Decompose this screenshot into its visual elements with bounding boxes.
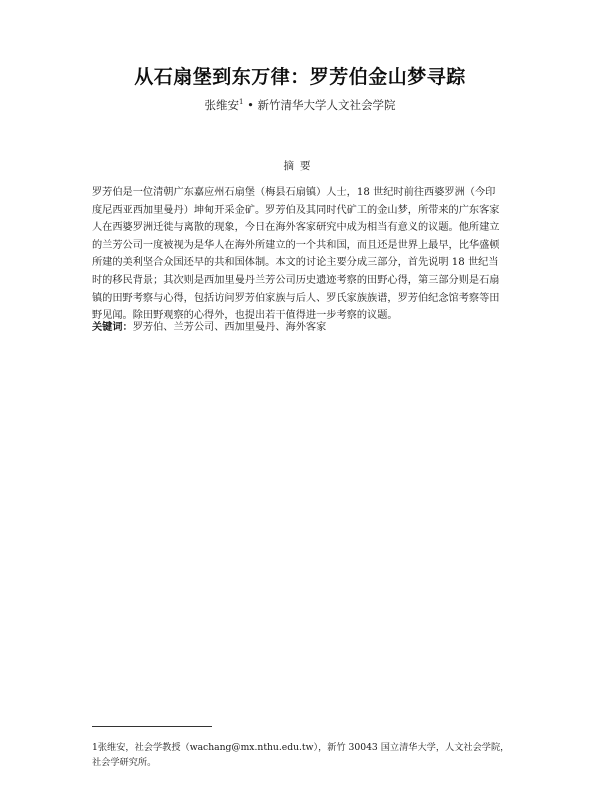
author-footnote-marker: 1 (238, 98, 244, 107)
keywords-list: 罗芳伯、兰芳公司、西加里曼丹、海外客家 (132, 322, 327, 333)
footnote (92, 740, 522, 770)
footnote-divider (92, 726, 212, 727)
footnote-line: 社会学研究所。 (92, 757, 157, 768)
abstract-line: 人在西婆罗洲迁徙与离散的现象，今日在海外客家研究中成为相当有意义的议题。他所建立 (92, 222, 500, 234)
author-separator: • (247, 98, 254, 112)
abstract-line: 罗芳伯是一位清朝广东嘉应州石扇堡（梅县石扇镇）人士，18 世纪时前往西婆罗洲（今印 (92, 187, 496, 198)
footnote-line: 1张维安，社会学教授（wachang@mx.nthu.edu.tw），新竹 30043 国立清华大学，人文社会学院， (92, 742, 510, 753)
abstract-heading: 摘要 (283, 160, 317, 172)
paper-title: 从石扇堡到东万律：罗芳伯金山梦寻踪 (134, 66, 466, 88)
keywords-label: 关键词： (92, 321, 133, 333)
keywords-line (92, 318, 510, 333)
author-name: 张维安 (204, 98, 239, 112)
abstract-line: 的兰芳公司一度被视为是华人在海外所建立的一个共和国，而且还是世界上最早，比华盛顿 (92, 239, 500, 251)
abstract-line: 度尼西亚西加里曼丹）坤甸开采金矿。罗芳伯及其同时代矿工的金山梦，所带来的广东客家 (92, 204, 500, 216)
abstract-body (92, 184, 510, 325)
author-affiliation: 新竹清华大学人文社会学院 (257, 98, 396, 112)
abstract-line: 镇的田野考察与心得，包括访问罗芳伯家族与后人、罗氏家族族谱，罗芳伯纪念馆考察等田 (92, 292, 500, 304)
abstract-line: 时的移民背景；其次则是西加里曼丹兰芳公司历史遗迹考察的田野心得，第三部分则是石扇 (92, 274, 500, 286)
author-line (0, 97, 600, 113)
abstract-line: 野见闻。除田野观察的心得外，也提出若干值得进一步考察的议题。 (92, 310, 398, 322)
abstract-line: 所建的美利坚合众国还早的共和国体制。本文的讨论主要分成三部分，首先说明 18 世纪当 (92, 257, 499, 269)
